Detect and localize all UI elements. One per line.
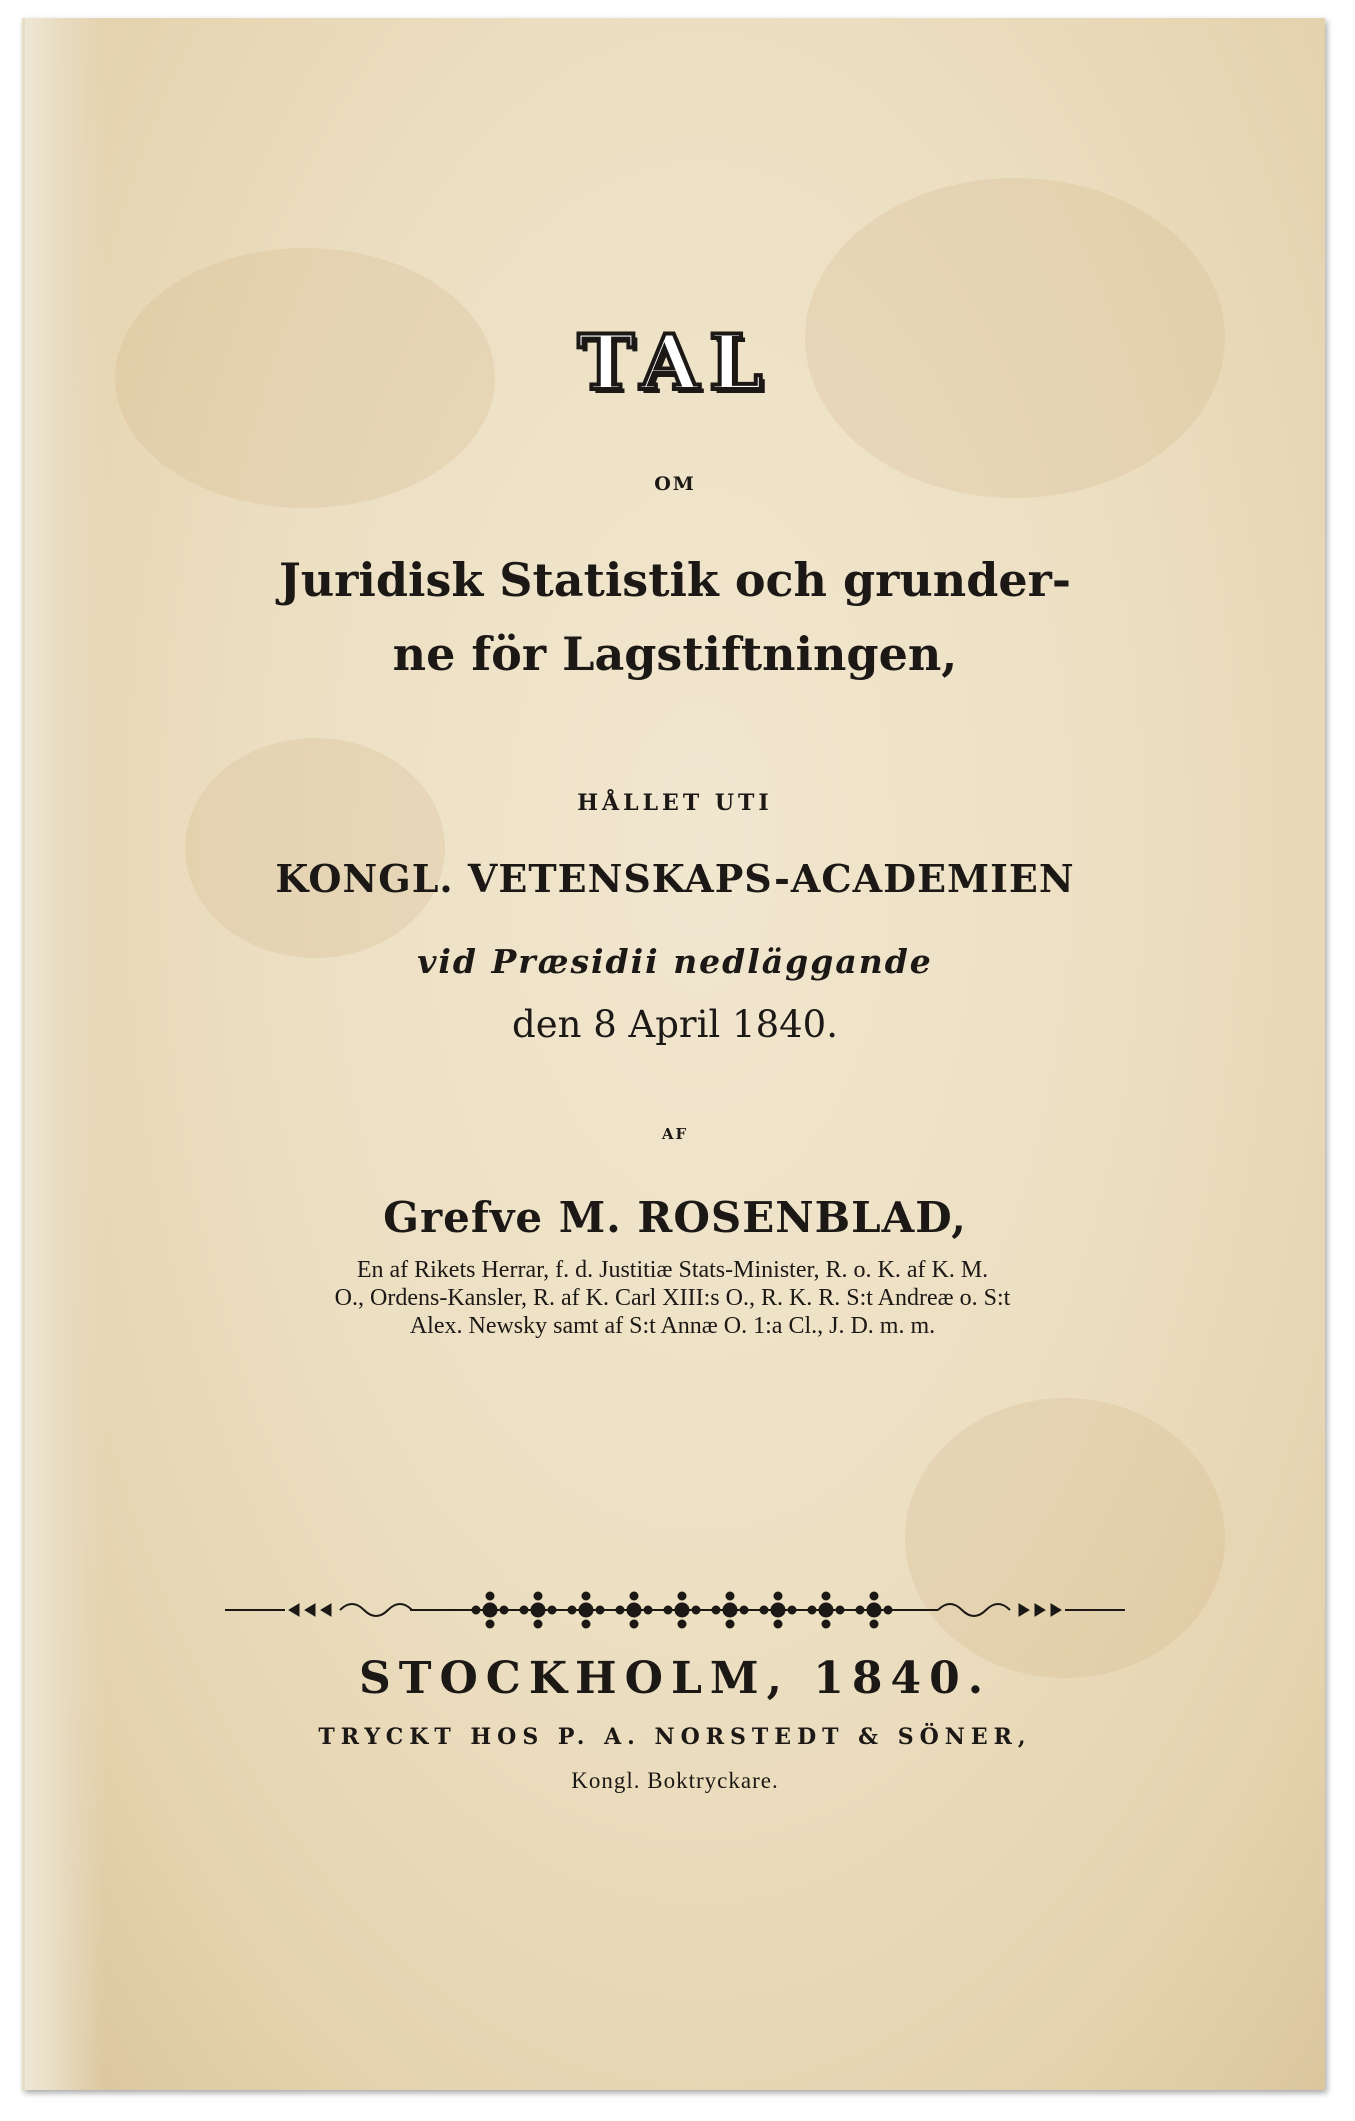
hallet-label: HÅLLET UTI [577, 790, 773, 816]
honours-line-3: Alex. Newsky samt af S:t Annæ O. 1:a Cl., J. D. m. m. [409, 1313, 936, 1339]
academy-name: KONGL. VETENSKAPS-ACADEMIEN [275, 856, 1075, 901]
subject-line-1: Juridisk Statistik och grunder- [278, 553, 1072, 607]
author-honours [220, 1256, 1125, 1340]
af-label: AF [661, 1125, 689, 1143]
subject-line-2: ne för Lagstiftningen, [392, 627, 958, 681]
title-page [22, 18, 1325, 2090]
author-name: Grefve M. ROSENBLAD, [383, 1193, 967, 1242]
subject-heading [25, 543, 1325, 691]
honours-line-1: En af Rikets Herrar, f. d. Justitiæ Stats-Minister, R. o. K. af K. M. [356, 1257, 989, 1283]
imprint-printer: TRYCKT HOS P. A. NORSTEDT & SÖNER, [318, 1724, 1032, 1750]
imprint-printer-title: Kongl. Boktryckare. [571, 1768, 779, 1793]
foxing-stain [185, 738, 445, 958]
occasion-line: vid Præsidii nedläggande [417, 942, 933, 981]
floral-ornament-rule-icon [225, 1583, 1125, 1637]
speech-date: den 8 April 1840. [512, 1003, 838, 1046]
imprint-city-year: STOCKHOLM, 1840. [358, 1653, 992, 1704]
om-label: OM [654, 473, 696, 495]
honours-line-2: O., Ordens-Kansler, R. af K. Carl XIII:s O., R. K. R. S:t Andreæ o. S:t [334, 1285, 1011, 1311]
page-title: TAL [577, 318, 773, 407]
